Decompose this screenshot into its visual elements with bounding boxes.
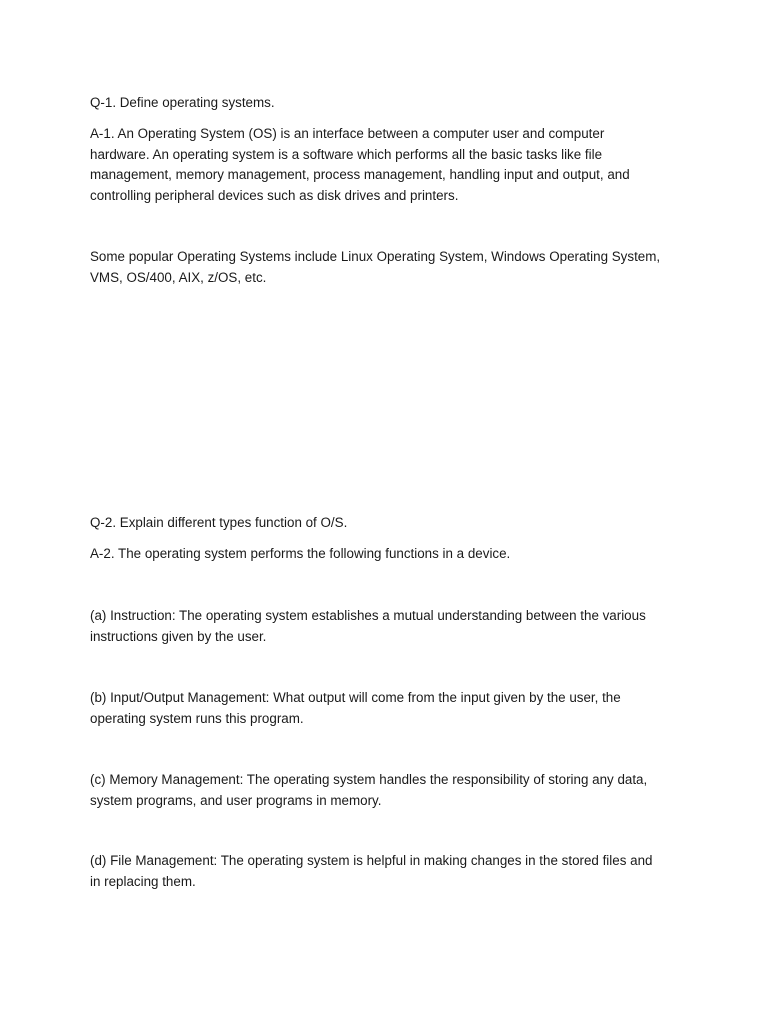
popular-os-paragraph (90, 247, 680, 288)
function-c-line-2: system programs, and user programs in memory. (90, 792, 382, 808)
answer-1-line-2: hardware. An operating system is a software which performs all the basic tasks like file (90, 146, 603, 162)
answer-1-line-4: controlling peripheral devices such as disk drives and printers. (90, 187, 459, 203)
function-d-line-2: in replacing them. (90, 873, 196, 889)
function-item-file-management (90, 851, 680, 892)
answer-1 (90, 124, 680, 206)
function-item-io-management (90, 688, 680, 729)
function-b-line-2: operating system runs this program. (90, 710, 304, 726)
popular-os-line-2: VMS, OS/400, AIX, z/OS, etc. (90, 269, 267, 285)
function-item-instruction (90, 606, 680, 647)
answer-1-line-3: management, memory management, process management, handling input and output, and (90, 167, 630, 182)
function-a-line-2: instructions given by the user. (90, 628, 267, 644)
function-item-memory-management (90, 770, 680, 811)
function-d-line-1: (d) File Management: The operating system is helpful in making changes in the stored files and (90, 853, 653, 868)
popular-os-line-1: Some popular Operating Systems include Linux Operating System, Windows Operating System, (90, 249, 661, 264)
answer-1-line-1: A-1. An Operating System (OS) is an interface between a computer user and computer (90, 126, 605, 141)
function-b-line-1: (b) Input/Output Management: What output will come from the input given by the user, the (90, 690, 621, 705)
question-1-text: Q-1. Define operating systems. (90, 95, 275, 110)
answer-2-text: A-2. The operating system performs the following functions in a device. (90, 546, 511, 561)
answer-2 (90, 544, 680, 565)
function-c-line-1: (c) Memory Management: The operating system handles the responsibility of storing any data, (90, 772, 648, 787)
question-2-text: Q-2. Explain different types function of O/S. (90, 515, 348, 530)
question-1 (90, 93, 680, 114)
function-a-line-1: (a) Instruction: The operating system establishes a mutual understanding between the various (90, 608, 646, 623)
question-2 (90, 513, 680, 534)
